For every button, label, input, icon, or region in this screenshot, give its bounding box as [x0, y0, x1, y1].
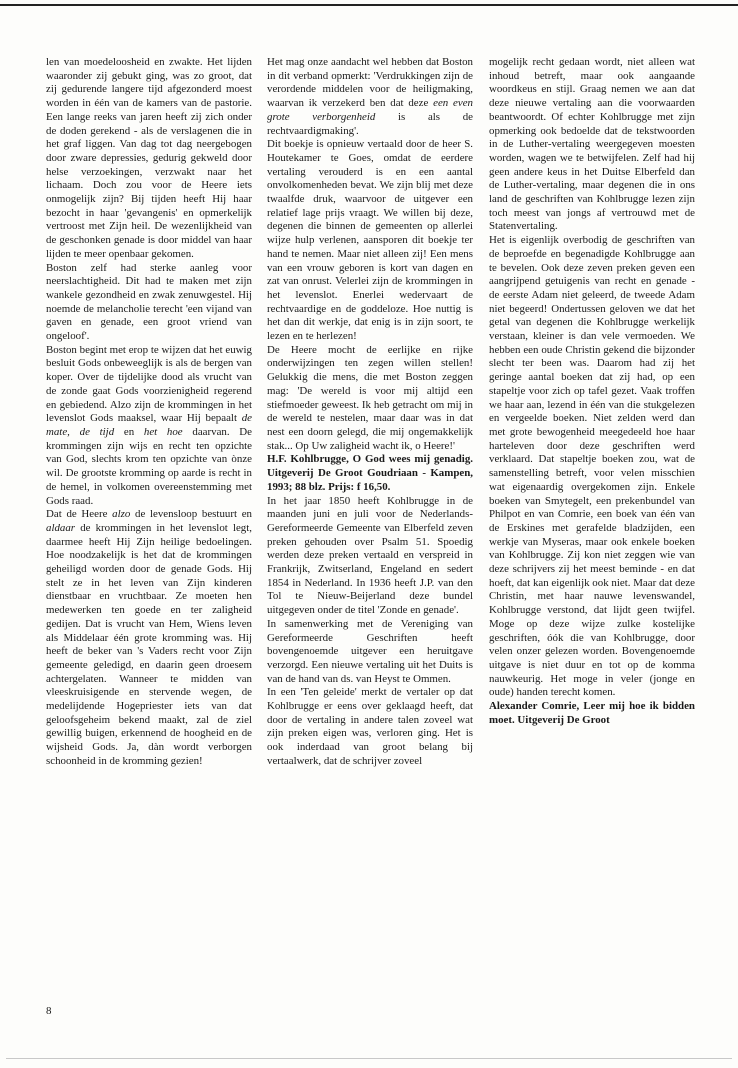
paragraph: In samenwerking met de Vereniging van Gereformeerde Geschriften heeft bovengenoemde uitgever een heruitgave verzorgd. Een nieuwe vertaling uit het Duits is van de hand van ds. van Heyst te Ommen.	[267, 617, 473, 685]
paragraph: In een 'Ten geleide' merkt de vertaler op dat Kohlbrugge er eens over geklaagd heeft, dat door de vertaling in andere talen zoveel wat zijn preken eigen was, verloren ging. Het is ook inderdaad van groot belang bij vertaalwerk, dat de schrijver zoveel	[267, 686, 473, 767]
text-run: Dat de Heere	[46, 508, 113, 521]
paragraph: mogelijk recht gedaan wordt, niet alleen wat inhoud betreft, maar ook aangaande woordkeus en stijl. Graag nemen we aan dat deze nieuwe vertaling aan die voorwaarden beantwoordt. Of echter Kohlbrugge met zijn opmerking ook bedoelde dat de tekstwoorden in de Luther-vertaling weergegeven moesten worden, wagen we te betwijfelen. Zelf had hij geen andere keus in het Duitse Elberfeld dan de Luther-vertaling, maar degenen die in ons land de geschriften van Kohlbrugge lezen zijn toch meest van jongs af vertrouwd met de Statenvertaling.	[489, 56, 695, 233]
review-heading: H.F. Kohlbrugge, O God wees mij genadig. Uitgeverij De Groot Goudriaan - Kampen, 1993; 88 blz. Prijs: f 16,50.	[267, 453, 473, 493]
bottom-rule	[6, 1058, 732, 1059]
text-run: is als de rechtvaardigmaking'.	[267, 110, 473, 137]
emphasis: aldaar	[46, 521, 76, 534]
text-run: daarvan. De krommingen zijn wijs en recht ten opzichte van God, slechts krom ten opzichte van ònze wil. De grootste kromming op aarde is recht in de hemel, in volkomen overeenstemming met Gods raad.	[46, 425, 252, 507]
emphasis: het hoe	[143, 425, 183, 438]
column-2	[267, 56, 473, 986]
paragraph	[267, 56, 473, 138]
top-rule	[0, 4, 738, 6]
paragraph: len van moedeloosheid en zwakte. Het lijden waaronder zij gebukt ging, was zo groot, dat zij gedurende langere tijd afgezonderd moest worden in één van de kamers van de pastorie. Een lange reeks van jaren heeft zij zich onder de doden gerekend - als de verslagenen die in het graf liggen. Van dag tot dag neergebogen door zware depressies, gedurig gekweld door helse verzoekingen, verzwakt naar het lichaam. Doch zou voor de Heere iets onmogelijk zijn? Bij tijden heeft Hij haar bezocht in haar 'gevangenis' en opmerkelijk vertroost met Zijn heil. De wezenlijkheid van de geschonken genade is door middel van haar lijden te meer openbaar gekomen.	[46, 56, 252, 260]
emphasis: de mate, de tijd	[46, 412, 252, 438]
paragraph	[46, 344, 252, 508]
text-run: de levensloop bestuurt en	[130, 508, 252, 521]
emphasis: een even grote verborgenheid	[267, 97, 473, 123]
paragraph	[46, 508, 252, 768]
paragraph: Het is eigenlijk overbodig de geschriften van de beproefde en begenadigde Kohlbrugge aan te bevelen. Ook deze zeven preken geven een aangrijpend getuigenis van recht en genade - de eerste Adam niet geleerd, de tweede Adam niet begeerd! Ondertussen geloven we dat het getal van degenen die Kohlbrugge werkelijk verstaan, kleiner is dan vele vermoeden. We hebben een oude Christin gekend die bijzonder slecht ter been was. Daarom had zij het geringe aantal boeken dat zij had, op een stapeltje voor zich op tafel gezet. Vaak troffen we haar aan, lezend in één van die stukgelezen en vergeelde boeken. Niet zelden werd dan met grote bewogenheid meegedeeld hoe haar harteleven door deze geschriften werd verklaard. Dat stapeltje boeken zou, wat de samenstelling betreft, voor velen misschien wat eigenaardig overgekomen zijn. Enkele boeken van Smytegelt, een prekenbundel van Philpot en van Comrie, een boek van één van de Erskines met gerafelde bladzijden, een werkje van Myseras, maar ook enkele boeken van Kohlbrugge. Zij kon niet zeggen wie van deze schrijvers zij het meest beminde - en dat hoeft, dat kan eigenlijk ook niet. Maar dat deze Christin, met haar nauwe levenswandel, Kohlbrugge verstond, dat lijdt geen twijfel. Moge op deze wijze zulke kostelijke geschriften, óók die van Kohlbrugge, door velen onzer gelezen worden. Bovengenoemde uitgave is niet duur en tot op de komma nauwkeurig. Het moge in veler (jonge en oude) handen terecht komen.	[489, 234, 695, 699]
paragraph: In het jaar 1850 heeft Kohlbrugge in de maanden juni en juli voor de Nederlands-Gereformeerde Gemeente van Elberfeld zeven preken gehouden over Psalm 51. Spoedig werden deze preken vertaald en verspreid in Frankrijk, Zwitserland, Engeland en sedert 1854 in Nederland. In 1936 heeft J.P. van den Tol te Nieuw-Beijerland deze bundel uitgegeven onder de titel 'Zonde en genade'.	[267, 494, 473, 617]
text-run: Boston begint met erop te wijzen dat het euwig besluit Gods onbeweeglijk is als de bergen van koper. Over de tijdelijke dood als vrucht van de zonde gaat Gods voorzienigheid regerend en gebiedend. Alzo zijn de krommingen in het levenslot Gods maaksel, waar Hij bepaalt	[46, 343, 252, 425]
emphasis: alzo	[112, 508, 131, 521]
review-heading: Alexander Comrie, Leer mij hoe ik bidden moet. Uitgeverij De Groot	[489, 700, 695, 726]
column-1	[46, 56, 252, 986]
page-number: 8	[46, 1005, 52, 1017]
text-run: en	[114, 425, 144, 438]
text-run: Het mag onze aandacht wel hebben dat Boston in dit verband opmerkt: 'Verdrukkingen zijn de verordende middelen voor de heiligmaking, waarvan ik verzekerd ben dat deze	[267, 56, 473, 110]
paragraph: Boston zelf had sterke aanleg voor neerslachtigheid. Dit had te maken met zijn wankele gezondheid en zwak zenuwgestel. Hij noemde de melancholie terecht 'een vijand van gaven en genade, een groot vriend van ongeloof'.	[46, 261, 252, 343]
text-run: de krommingen in het levenslot legt, daarmee heeft Hij Zijn heilige bedoelingen. Hoe noodzakelijk is het dat de krommingen geheiligd worden door de genade Gods. Hij stelt ze in het leven van Zijn kinderen dienstbaar en vruchtbaar. Ze moeten hen medewerken ten goede en ter zaligheid gedijen. Dat is vrucht van Hem, Wiens leven als Middelaar één grote kromming was. Hij heeft de beker van 's Vaders recht voor Zijn gemeente geledigd, en daarin geen droesem achtergelaten. Wanneer te midden van vleeskruisigende en stervende wegen, de medelijdende Hogepriester iets van dat geloofsgeheim bekend maakt, zal de ziel gewillig buigen, erkennend de hoogheid en de wijsheid Gods. Ja, dàn wordt verborgen schoonheid in de kromming gezien!	[46, 521, 252, 767]
paragraph: Dit boekje is opnieuw vertaald door de heer S. Houtekamer te Goes, omdat de eerdere vertaling verouderd is en een aantal onvolkomenheden bevat. We zijn blij met deze twaalfde druk, waarvoor de uitgever een relatief lage prijs vraagt. We willen bij deze, degenen die binnen de gemeenten op allerlei wijze hulp verlenen, aansporen dit boekje ter hand te nemen. Maar niet alleen zij! Een mens van een vrouw geboren is kort van dagen en zat van onrust. Velerlei zijn de krommingen in het levenslot. Enerlei wedervaart de rechtvaardige en de goddeloze. Hoe nuttig is het dan dit werkje, dat enig is in zijn soort, te lezen en te herlezen!	[267, 138, 473, 343]
paragraph: De Heere mocht de eerlijke en rijke onderwijzingen ten zegen willen stellen! Gelukkig die mens, die met Boston zeggen mag: 'De wereld is voor mij altijd een stiefmoeder geweest. Ik heb getracht om mij in de wereld te nestelen, maar daar was in dat nest een doorn gelegd, die mij ongemakkelijk stak... Op Uw zaligheid wacht ik, o Heere!'	[267, 343, 473, 452]
column-3	[489, 56, 695, 986]
